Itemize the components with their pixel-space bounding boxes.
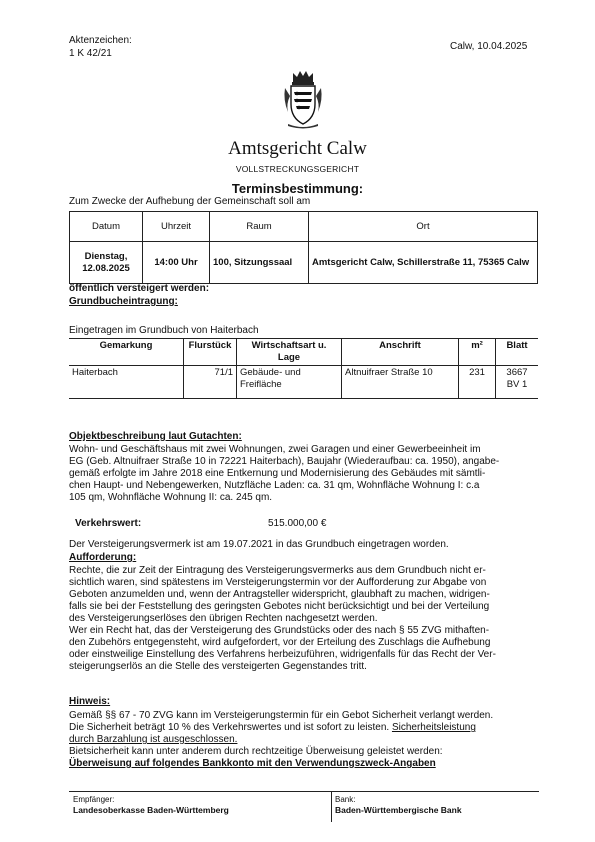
hinweis-line-2-plain: Die Sicherheit beträgt 10 % des Verkehrswertes und ist sofort zu leisten. xyxy=(69,722,392,733)
col-uhrzeit: Uhrzeit xyxy=(143,212,210,242)
hinweis-line-2-underlined: Sicherheitsleistung xyxy=(391,722,476,733)
verkehrswert-value: 515.000,00 € xyxy=(268,518,327,529)
intro-text: Zum Zwecke der Aufhebung der Gemeinschaft soll am xyxy=(69,196,311,207)
col-gemarkung: Gemarkung xyxy=(69,339,184,366)
court-subtitle: VOLLSTRECKUNGSGERICHT xyxy=(235,164,360,174)
coat-of-arms-icon xyxy=(282,68,324,130)
grund-header-row xyxy=(69,339,538,366)
col-qm: m² xyxy=(459,339,496,366)
col-wirtschaftsart: Wirtschaftsart u. Lage xyxy=(237,339,342,366)
hinweis-line-3: durch Barzahlung ist ausgeschlossen. xyxy=(69,734,238,745)
place-date: Calw, 10.04.2025 xyxy=(450,41,528,52)
objekt-line: EG (Geb. Altnuifraer Straße 10 in 72221 Haiterbach), Baujahr (Wiederaufbau: ca. 1950), angabe- xyxy=(69,456,500,467)
objekt-description xyxy=(69,444,539,504)
grund-flurstueck: 71/1 xyxy=(184,366,237,399)
termin-header-row xyxy=(70,212,538,242)
objekt-line: gemäß erfolgte im Jahre 2018 eine Entkernung und Modernisierung des Gebäudes mit sämtli- xyxy=(69,468,486,479)
aktenzeichen-label: Aktenzeichen: xyxy=(69,35,132,46)
vermerk-text: Der Versteigerungsvermerk ist am 19.07.2021 in das Grundbuch eingetragen worden. xyxy=(69,539,449,550)
termin-table xyxy=(69,211,538,284)
termin-row xyxy=(70,242,538,284)
objekt-line: chen Haupt- und Nebengewerken, Nutzfläche Laden: ca. 31 qm, Wohnfläche Wohnung I: c.a xyxy=(69,480,480,491)
grundbuch-table xyxy=(69,338,538,399)
col-anschrift: Anschrift xyxy=(342,339,459,366)
bank-label: Bank: xyxy=(335,795,356,804)
col-datum: Datum xyxy=(70,212,143,242)
versteigert-text: öffentlich versteigert werden: xyxy=(69,283,210,294)
verkehrswert-label: Verkehrswert: xyxy=(75,518,142,529)
empfaenger-value: Landesoberkasse Baden-Württemberg xyxy=(73,805,229,815)
aufforderung-line: den Zubehörs entgegensteht, wird aufgefordert, vor der Erteilung des Zuschlags die Aufhebung xyxy=(69,637,491,648)
grundbuch-intro: Eingetragen im Grundbuch von Haiterbach xyxy=(69,325,259,336)
termin-uhrzeit: 14:00 Uhr xyxy=(143,242,210,284)
empfaenger-label: Empfänger: xyxy=(73,795,115,804)
termin-raum: 100, Sitzungssaal xyxy=(210,242,309,284)
grund-blatt: 3667 BV 1 xyxy=(496,366,539,399)
document-title: Terminsbestimmung: xyxy=(231,181,364,196)
hinweis-line-1: Gemäß §§ 67 - 70 ZVG kann im Versteigerungstermin für ein Gebot Sicherheit verlangt werden. xyxy=(69,710,494,721)
aufforderung-line: Wer ein Recht hat, das der Versteigerung des Grundstücks oder des nach § 55 ZVG mithaften- xyxy=(69,625,490,636)
court-name: Amtsgericht Calw xyxy=(228,138,367,159)
aufforderung-line: oder einstweilige Einstellung des Verfahrens herbeizuführen, widrigenfalls für das Recht der Ver- xyxy=(69,649,496,660)
objekt-line: 105 qm, Wohnfläche Wohnung II: ca. 245 qm. xyxy=(69,492,273,503)
hinweis-heading: Hinweis: xyxy=(69,696,111,707)
col-ort: Ort xyxy=(309,212,538,242)
grund-row xyxy=(69,366,538,399)
col-blatt: Blatt xyxy=(496,339,539,366)
col-raum: Raum xyxy=(210,212,309,242)
aufforderung-line: falls sie bei der Feststellung des geringsten Gebotes nicht berücksichtigt und bei der Verteilung xyxy=(69,601,490,612)
termin-datum: Dienstag, 12.08.2025 xyxy=(70,242,143,284)
bank-cell xyxy=(335,794,535,816)
grund-wirtschaftsart: Gebäude- und Freifläche xyxy=(237,366,342,399)
objekt-heading: Objektbeschreibung laut Gutachten: xyxy=(69,431,242,442)
grund-gemarkung: Haiterbach xyxy=(69,366,184,399)
aufforderung-line: steigerungserlös an die Stelle des versteigerten Gegenstandes tritt. xyxy=(69,661,367,672)
bank-divider xyxy=(331,792,332,822)
aktenzeichen-value: 1 K 42/21 xyxy=(69,48,112,59)
aufforderung-line: sichtlich waren, sind spätestens im Versteigerungstermin vor der Aufforderung zur Abgabe von xyxy=(69,577,487,588)
empfaenger-cell xyxy=(73,794,329,816)
aufforderung-text xyxy=(69,565,539,673)
hinweis-line-4: Bietsicherheit kann unter anderem durch rechtzeitige Überweisung geleistet werden: xyxy=(69,746,443,757)
bank-box xyxy=(69,791,539,822)
bank-value: Baden-Württembergische Bank xyxy=(335,805,462,815)
aufforderung-line: Rechte, die zur Zeit der Eintragung des Versteigerungsvermerks aus dem Grundbuch nicht er- xyxy=(69,565,486,576)
hinweis-text xyxy=(69,710,539,770)
aufforderung-line: des Versteigerungserlöses den übrigen Rechten nachgesetzt werden. xyxy=(69,613,378,624)
objekt-line: Wohn- und Geschäftshaus mit zwei Wohnungen, zwei Garagen und einer Gewerbeeinheit im xyxy=(69,444,481,455)
hinweis-line-5: Überweisung auf folgendes Bankkonto mit den Verwendungszweck-Angaben xyxy=(69,758,436,769)
aufforderung-line: Geboten anzumelden und, wenn der Antragsteller widerspricht, glaubhaft zu machen, widrigen- xyxy=(69,589,490,600)
grund-qm: 231 xyxy=(459,366,496,399)
aufforderung-heading: Aufforderung: xyxy=(69,552,137,563)
grund-anschrift: Altnuifraer Straße 10 xyxy=(342,366,459,399)
termin-ort: Amtsgericht Calw, Schillerstraße 11, 75365 Calw xyxy=(309,242,538,284)
col-flurstueck: Flurstück xyxy=(184,339,237,366)
grundbuch-heading: Grundbucheintragung: xyxy=(69,296,178,307)
hinweis-line-2 xyxy=(69,722,539,734)
